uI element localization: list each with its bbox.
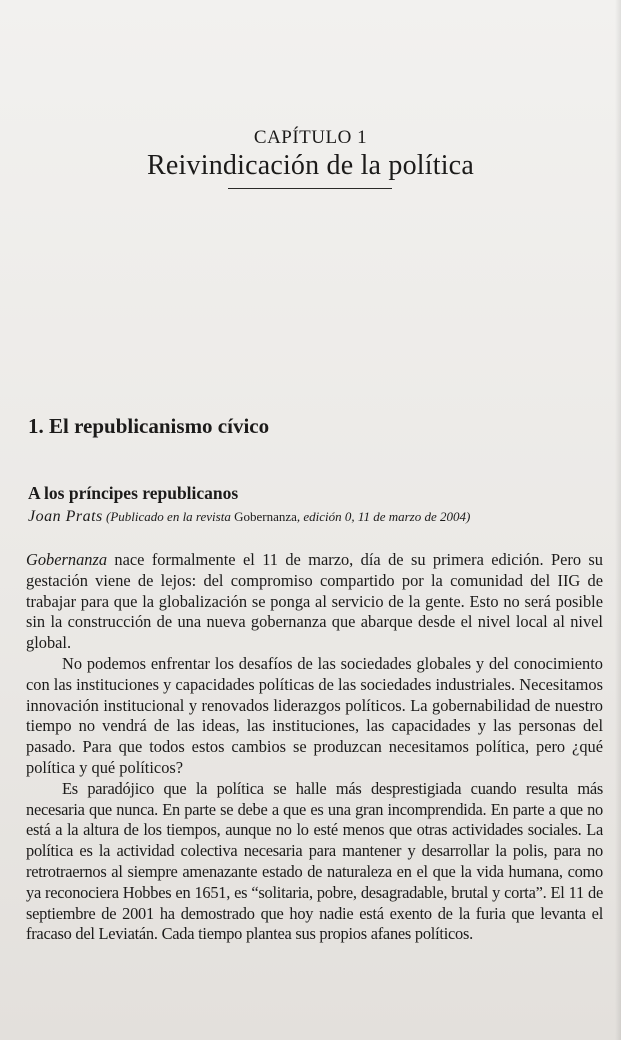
paragraph-1-emphasis: Gobernanza [26,550,108,569]
article-title: A los príncipes republicanos [28,483,239,503]
paragraph-1-text: nace formalmente el 11 de marzo, día de su primera edición. Pero su gestación viene de lejos: del compromiso compartido por la comunidad del IIG de trabajar para que la globalización se ponga al servicio de la gente. Esto no será posible sin la construcción de una nueva gobernanza que abarque desde el nivel local al nivel global. [26,550,603,653]
body-text [26,550,603,945]
paragraph-1 [26,550,603,654]
chapter-title: Reivindicación de la política [147,150,474,181]
publication-note-close: , edición 0, 11 de marzo de 2004) [296,509,471,524]
page-edge-shadow [615,0,621,1040]
chapter-label: CAPÍTULO 1 [253,127,368,148]
byline [28,508,470,526]
publication-note-open: (Publicado en la revista [106,509,235,524]
paragraph-3: Es paradójico que la política se halle más desprestigiada cuando resulta más necesaria que nunca. En parte se debe a que es una gran incomprendida. En parte a que no está a la altura de los tiempos, aunque no lo esté menos que otras actividades sociales. La política es la actividad colectiva necesaria para mantener y desarrollar la polis, para no retrotraernos al siempre amenazante estado de naturaleza en el que la vida humana, como ya reconociera Hobbes en 1651, es “solitaria, pobre, desagradable, brutal y corta”. El 11 de septiembre de 2001 ha demostrado que hoy nadie está exento de la furia que levanta el fracaso del Leviatán. Cada tiempo plantea sus propios afanes políticos. [26,778,603,944]
paragraph-2: No podemos enfrentar los desafíos de las sociedades globales y del conocimiento con las instituciones y capacidades políticas de las sociedades industriales. Necesitamos innovación institucional y renovados liderazgos políticos. La gobernabilidad de nuestro tiempo no vendrá de las ideas, las instituciones, las capacidades y las personas del pasado. Para que todos estos cambios se produzcan necesitamos política, pero ¿qué política y qué políticos? [26,653,603,777]
author-name: Joan Prats [28,508,103,525]
publication-journal: Gobernanza [234,509,297,524]
title-underline [228,188,392,189]
section-heading: 1. El republicanismo cívico [28,414,270,438]
